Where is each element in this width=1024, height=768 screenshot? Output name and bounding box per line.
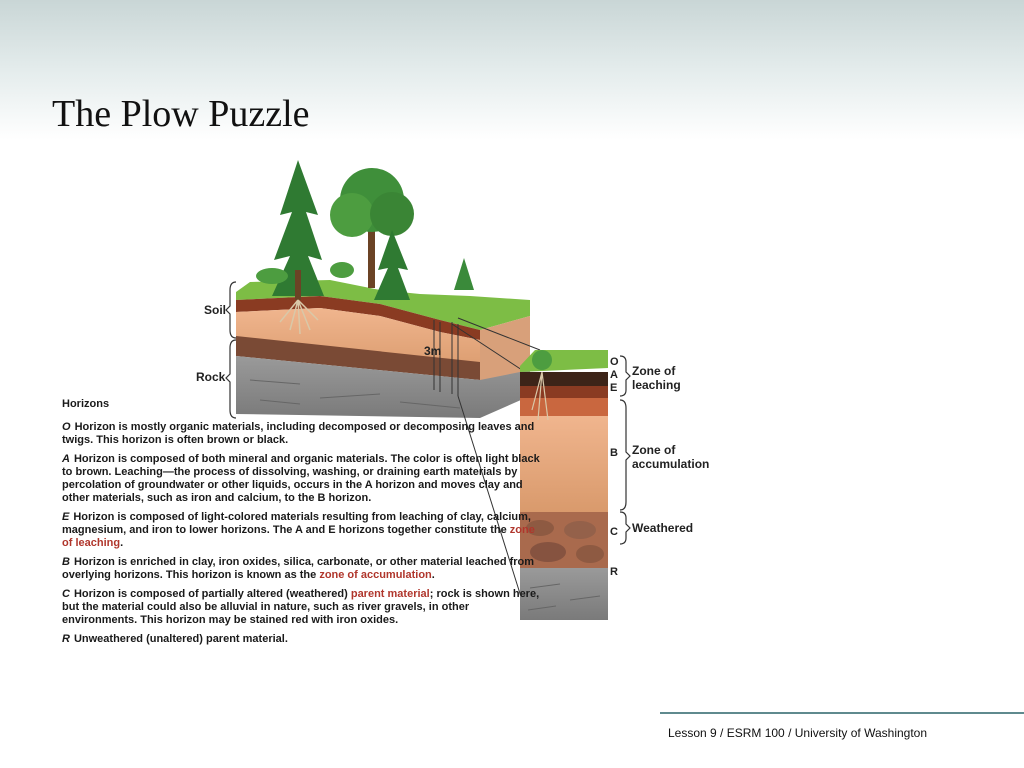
- zone-accumulation-label: Zone of accumulation: [632, 443, 710, 471]
- horizon-b: B Horizon is enriched in clay, iron oxides, silica, carbonate, or other material leached from overlying horizons. This horizon is known as the zone of accumulation.: [62, 556, 535, 581]
- footer-divider: [660, 712, 1024, 714]
- weathered-bracket: [620, 512, 630, 544]
- leaching-bracket: [620, 356, 630, 396]
- accumulation-bracket: [620, 400, 630, 510]
- horizons-legend: [62, 398, 542, 652]
- zone-leaching-label: Zone of leaching: [632, 364, 681, 392]
- horizon-a: A Horizon is composed of both mineral and organic materials. The color is often light black to brown. Leaching—the process of dissolving, washing, or draining earth materials by percolation of groundwater or other liquids, occurs in the A horizon and moves clay and other materials, such as iron and calcium, to the B horizon.: [62, 453, 540, 504]
- letter-b: B: [610, 447, 618, 459]
- letter-o: O: [610, 356, 619, 368]
- term-parent-material: parent material: [350, 588, 430, 600]
- term-zone-of-leaching: zone of leaching: [62, 524, 535, 549]
- horizons-heading: Horizons: [62, 398, 110, 410]
- horizon-e: E Horizon is composed of light-colored materials resulting from leaching of clay, calcium, magnesium, and iron to lower horizons. The A and E horizons together constitute the zone of leaching.: [62, 511, 535, 549]
- horizon-r: R Unweathered (unaltered) parent material.: [62, 633, 288, 645]
- rock-label: Rock: [196, 370, 226, 384]
- letter-e: E: [610, 382, 618, 394]
- horizon-c: C Horizon is composed of partially altered (weathered) parent material; rock is shown here, but the material could also be alluvial in nature, such as river gravels, in other environments. This horizon may be stained red with iron oxides.: [62, 588, 540, 626]
- slide-title: The Plow Puzzle: [52, 93, 310, 135]
- letter-a: A: [610, 369, 618, 381]
- trees-illustration: [256, 160, 474, 300]
- soil-label: Soil: [204, 303, 227, 317]
- letter-r: R: [610, 566, 618, 578]
- depth-label: 3m: [424, 344, 442, 358]
- letter-c: C: [610, 526, 618, 538]
- slide-footer: Lesson 9 / ESRM 100 / University of Washington: [668, 726, 928, 740]
- zone-weathered-label: Weathered: [632, 521, 694, 535]
- horizon-o: O Horizon is mostly organic materials, including decomposed or decomposing leaves and twigs. This horizon is often brown or black.: [62, 421, 535, 446]
- term-zone-of-accumulation: zone of accumulation: [319, 569, 432, 581]
- soil-bracket: [226, 282, 236, 338]
